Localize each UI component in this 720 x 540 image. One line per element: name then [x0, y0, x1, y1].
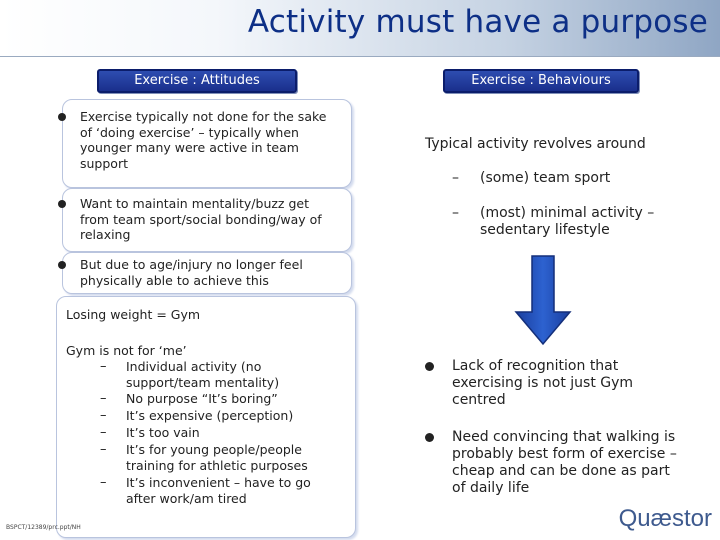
bullet-dot [58, 200, 66, 208]
dash-marker: – [452, 205, 459, 221]
behaviours-heading: Exercise : Behaviours [443, 69, 639, 93]
footer-reference: BSPCT/12389/prc.ppt/NH [6, 524, 81, 531]
dash-marker: – [100, 475, 107, 490]
text-line: centred [452, 392, 506, 408]
behaviour-item-2 [480, 205, 654, 239]
text-line: sedentary lifestyle [480, 222, 610, 238]
dash-marker: – [100, 442, 107, 457]
behaviours-intro: Typical activity revolves around [425, 136, 646, 152]
text-line: It’s for young people/people [126, 442, 302, 457]
behaviour-item-1: (some) team sport [480, 170, 611, 186]
gym-reason-3: It’s expensive (perception) [126, 408, 294, 423]
text-line: from team sport/social bonding/way of [80, 211, 322, 227]
bullet-dot [425, 433, 434, 442]
text-line: But due to age/injury no longer feel [80, 257, 303, 272]
text-line: cheap and can be done as part [452, 463, 670, 479]
text-line: physically able to achieve this [80, 272, 269, 288]
text-line: support [80, 155, 128, 171]
attitudes-heading: Exercise : Attitudes [97, 69, 297, 93]
text-line: Individual activity (no [126, 359, 262, 374]
dash-marker: – [452, 170, 459, 186]
gym-reason-5 [126, 442, 308, 473]
text-line: Want to maintain mentality/buzz get [80, 196, 309, 211]
dash-marker: – [100, 425, 107, 440]
down-arrow-icon [514, 254, 572, 346]
text-line: after work/am tired [126, 490, 247, 506]
text-line: of daily life [452, 480, 530, 496]
text-line: of ‘doing exercise’ – typically when [80, 124, 299, 140]
company-logo: Quæstor [618, 505, 712, 532]
gym-intro-text: Gym is not for ‘me’ [66, 343, 187, 358]
attitude-bullet-3 [80, 257, 303, 288]
page-title: Activity must have a purpose [247, 4, 708, 40]
text-line: Need convincing that walking is [452, 429, 676, 445]
dash-marker: – [100, 408, 107, 423]
text-line: exercising is not just Gym [452, 375, 634, 391]
dash-marker: – [100, 359, 107, 374]
text-line: Exercise typically not done for the sake [80, 109, 327, 124]
attitude-bullet-1 [80, 109, 326, 171]
text-line: Lack of recognition that [452, 358, 619, 374]
text-line: probably best form of exercise – [452, 446, 677, 462]
behaviour-bullet-1 [452, 358, 633, 409]
gym-reason-6 [126, 475, 311, 506]
gym-reason-2: No purpose “It’s boring” [126, 391, 278, 406]
text-line: younger many were active in team [80, 140, 299, 155]
text-line: (most) minimal activity – [480, 205, 655, 221]
dash-marker: – [100, 391, 107, 406]
text-line: It’s inconvenient – have to go [126, 475, 311, 490]
bullet-dot [425, 362, 434, 371]
bullet-dot [58, 261, 66, 269]
bullet-dot [58, 113, 66, 121]
text-line: training for athletic purposes [126, 457, 308, 473]
title-divider [0, 56, 720, 57]
gym-reason-4: It’s too vain [126, 425, 200, 440]
attitude-bullet-2 [80, 196, 322, 243]
behaviour-bullet-2 [452, 429, 677, 497]
text-line: support/team mentality) [126, 374, 280, 390]
text-line: relaxing [80, 227, 131, 242]
losing-weight-text: Losing weight = Gym [66, 307, 201, 322]
gym-reason-1 [126, 359, 279, 390]
